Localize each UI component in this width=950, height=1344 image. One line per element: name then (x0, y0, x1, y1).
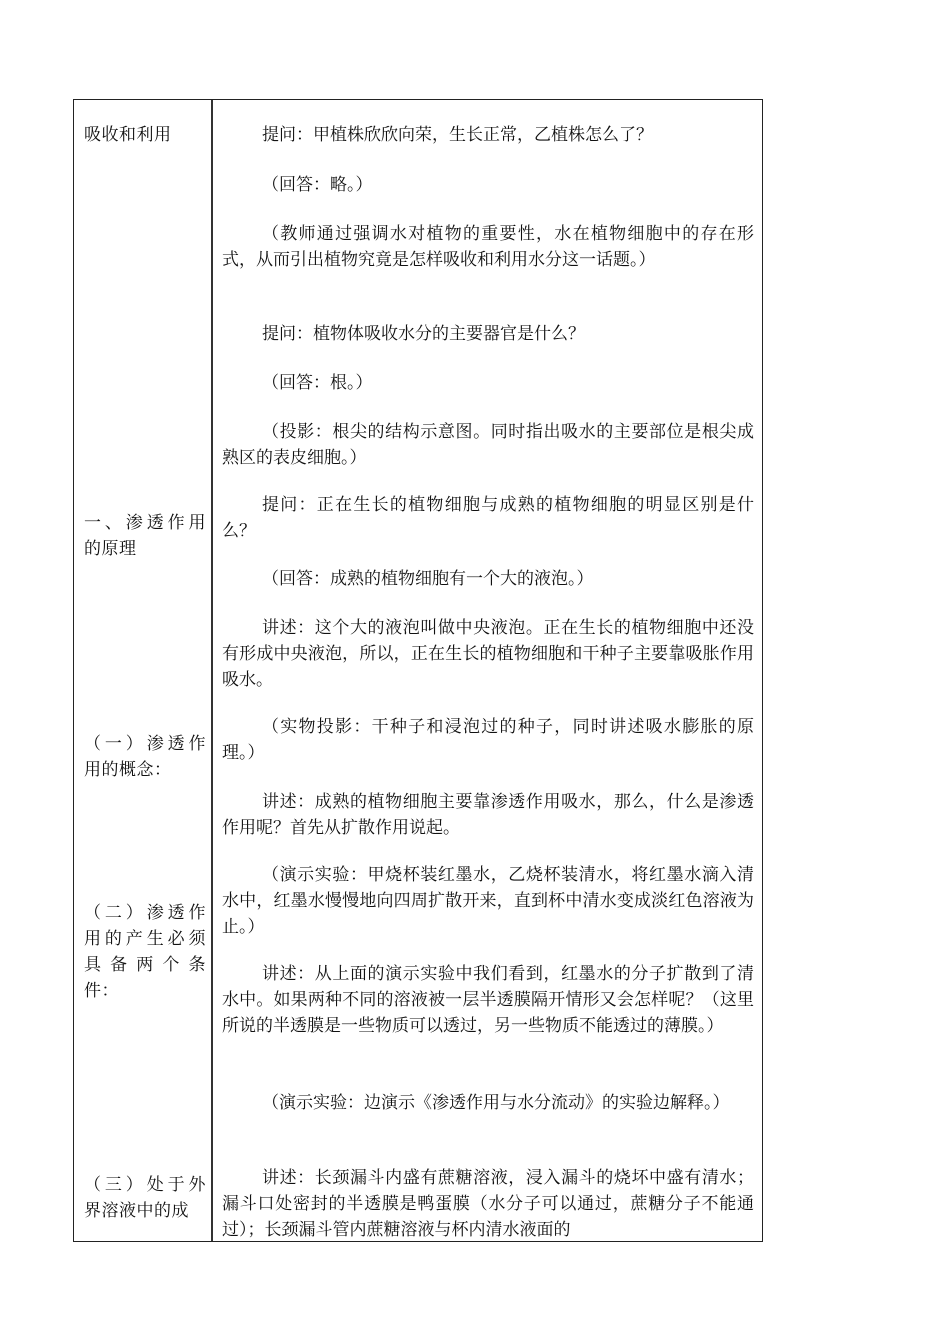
paragraph-narration-3: 讲述：从上面的演示实验中我们看到，红墨水的分子扩散到了清水中。如果两种不同的溶液被一层半透膜隔开情形又会怎样呢？（这里所说的半透膜是一些物质可以透过，另一些物质不能透过的薄膜。） (222, 964, 754, 1036)
section-label-absorption: 吸收和利用 (84, 125, 172, 145)
paragraph-question-3: 提问：正在生长的植物细胞与成熟的植物细胞的明显区别是什么？ (222, 495, 754, 541)
column-divider (211, 100, 213, 1241)
paragraph-teacher-note: （教师通过强调水对植物的重要性，水在植物细胞中的存在形式，从而引出植物究竟是怎样吸收和利用水分这一话题。） (222, 224, 754, 270)
paragraph-answer-1: （回答：略。） (262, 175, 373, 195)
section-label-external-solution: （三）处于外界溶液中的成 (84, 1175, 206, 1221)
section-label-osmosis-principle: 一、渗透作用的原理 (84, 513, 206, 559)
paragraph-narration-2: 讲述：成熟的植物细胞主要靠渗透作用吸水，那么，什么是渗透作用呢？首先从扩散作用说起。 (222, 792, 754, 838)
paragraph-narration-1: 讲述：这个大的液泡叫做中央液泡。正在生长的植物细胞中还没有形成中央液泡，所以，正在生长的植物细胞和干种子主要靠吸胀作用吸水。 (222, 618, 754, 690)
paragraph-answer-2: （回答：根。） (262, 373, 373, 393)
lesson-table (73, 99, 763, 1242)
paragraph-question-2: 提问：植物体吸收水分的主要器官是什么？ (262, 324, 585, 344)
paragraph-narration-4: 讲述：长颈漏斗内盛有蔗糖溶液，浸入漏斗的烧坏中盛有清水；漏斗口处密封的半透膜是鸭蛋膜（水分子可以通过，蔗糖分子不能通过）；长颈漏斗管内蔗糖溶液与杯内清水液面的 (222, 1168, 754, 1240)
paragraph-demo-2: （演示实验：边演示《渗透作用与水分流动》的实验边解释。） (262, 1093, 730, 1113)
section-column (74, 100, 211, 1241)
section-label-osmosis-conditions: （二）渗透作用的产生必须具备两个条件： (84, 903, 206, 1001)
paragraph-demo-1: （演示实验：甲烧杯装红墨水，乙烧杯装清水，将红墨水滴入清水中，红墨水慢慢地向四周扩散开来，直到杯中清水变成淡红色溶液为止。） (222, 865, 754, 937)
paragraph-question-1: 提问：甲植株欣欣向荣，生长正常，乙植株怎么了？ (262, 125, 653, 145)
section-label-osmosis-concept: （一）渗透作用的概念： (84, 734, 206, 780)
paragraph-projection-2: （实物投影：干种子和浸泡过的种子，同时讲述吸水膨胀的原理。） (222, 717, 754, 763)
paragraph-answer-3: （回答：成熟的植物细胞有一个大的液泡。） (262, 569, 594, 589)
content-column (214, 100, 762, 1241)
paragraph-projection-1: （投影：根尖的结构示意图。同时指出吸水的主要部位是根尖成熟区的表皮细胞。） (222, 422, 754, 468)
